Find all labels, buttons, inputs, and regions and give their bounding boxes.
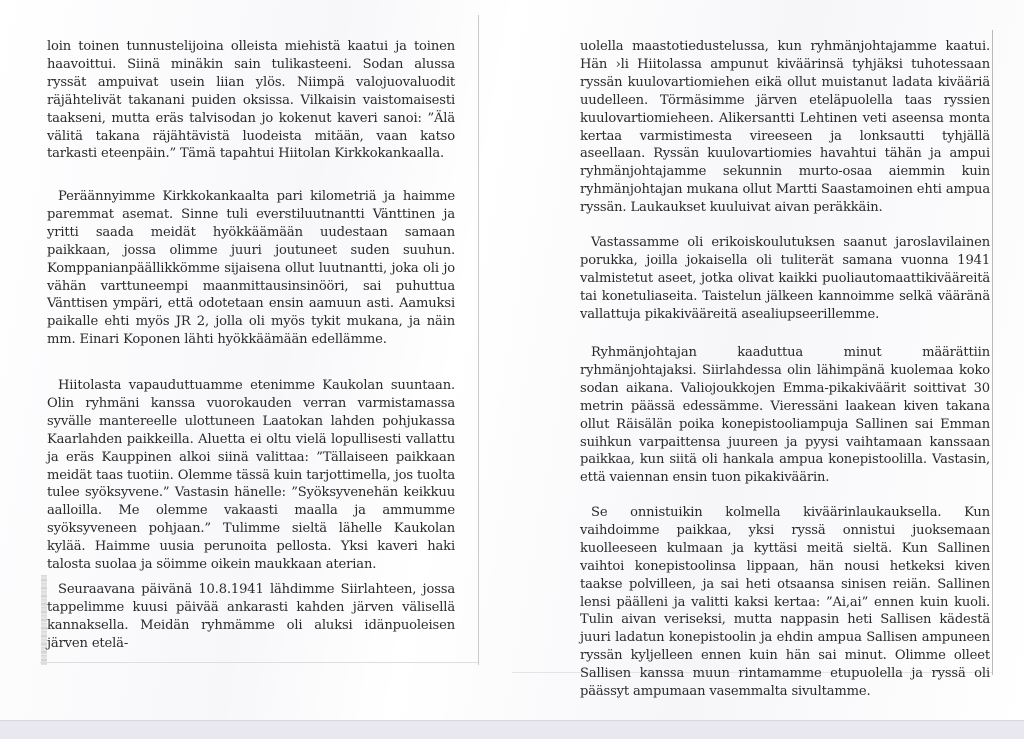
left-page-text	[47, 38, 455, 658]
paragraph: Vastassamme oli erikoiskoulutuksen saanut jaroslavilainen porukka, joilla jokaisella oli tuliterät samana vuonna 1941 valmistetut aseet, jotka olivat kaikki puoliautomaattikivääreitä tai konetuliaseita. Taistelun jälkeen kannoimme selkä vääränä vallattuja pikakivääreitä asealiupseerillemme.	[580, 235, 990, 322]
paragraph: loin toinen tunnustelijoina olleista miehistä kaatui ja toinen haavoittui. Siinä minäkin sain tulikasteeni. Sodan alussa ryssät ampuivat usein liian ylös. Niimpä valojuovaluodit räjähtelivät takanani puiden oksissa. Vilkaisin vaistomaisesti taakseni, mutta eräs talvisodan jo kokenut kaveri sanoi: ”Älä välitä takana räjähtävistä luodeista mitään, vaan katso tarkasti eteenpäin.” Tämä tapahtui Hiitolan Kirkkokankaalla.	[47, 39, 455, 162]
scanner-bed-edge	[0, 720, 1024, 739]
paragraph: Seuraavana päivänä 10.8.1941 lähdimme Siirlahteen, jossa tappelimme kuusi päivää ankarasti kahden järven välisellä kannaksella. Meidän ryhmämme oli aluksi idänpuoleisen järven etelä-	[47, 582, 455, 651]
right-page-text	[580, 38, 990, 700]
paragraph: Hiitolasta vapauduttuamme etenimme Kaukolan suuntaan. Olin ryhmäni kanssa vuorokauden verran varmistamassa syvälle mantereelle ulottuneen Laatokan lahden pohjukassa Kaarlahden paikkeilla. Aluetta ei oltu vielä lopullisesti vallattu ja eräs Kauppinen alkoi siinä valittaa: ”Tällaiseen paikkaan meidät taas tuotiin. Olemme tässä kuin tarjottimella, jos tuolta tulee syöksyvene.” Vastasin hänelle: ”Syöksyvenehän keikkuu aalloilla. Me olemme vakaasti maalla ja ammumme syöksyveneen pohjaan.” Tulimme sieltä lähelle Kaukolan kylää. Haimme uusia perunoita pellosta. Yksi kaveri haki talosta suolaa ja söimme oikein maukkaan aterian.	[47, 378, 455, 573]
left-page-bottom-edge	[40, 662, 478, 663]
right-page-edge	[992, 30, 993, 675]
paragraph: uolella maastotiedustelussa, kun ryhmänjohtajamme kaatui. Hän ›li Hiitolassa ampunut kiväärinsä tyhjäksi tuhotessaan ryssän kuulovartiomiehen eikä ollut muistanut ladata kivääriä uudelleen. Törmäsimme järven eteläpuolella taas ryssien kuulovartiomieheen. Alikersantti Lehtinen veti aseensa monta kertaa varmistimesta vireeseen ja lonksautti tyhjällä aseellaan. Ryssän kuulovartiomies havahtui tähän ja ampui ryhmänjohtajamme sekunnin murto-osaa aiemmin kuin ryhmänjohtajan mukana ollut Martti Saastamoinen ehti ampua ryssän. Laukaukset kuuluivat aivan peräkkäin.	[580, 39, 990, 216]
paragraph: Se onnistuikin kolmella kiväärinlaukauksella. Kun vaihdoimme paikkaa, yksi ryssä onnistui juoksemaan kuolleeseen kulmaan ja kyttäsi meitä sieltä. Kun Sallinen vaihtoi konepistoolinsa lippaan, hän nousi hetkeksi kiven taakse polvilleen, ja sai heti otsaansa sinisen reiän. Sallinen lensi päälleni ja valitti kaksi kertaa: ”Ai,ai” ennen kuin kuoli. Tulin aivan veriseksi, mutta nappasin heti Sallisen kädestä juuri ladatun konepistoolin ja ehdin ampua Sallisen ampuneen ryssän kyljelleen ennen kuin hän sai minut. Olimme olleet Sallisen kanssa muun rintamamme etupuolella ja ryssä oli päässyt ampumaan vasemmalta sivultamme.	[580, 505, 990, 700]
paragraph: Peräännyimme Kirkkokankaalta pari kilometriä ja haimme paremmat asemat. Sinne tuli everstiluutnantti Vänttinen ja yritti saada meidät hyökkäämään uudestaan samaan paikkaan, jossa olimme juuri joutuneet suden suuhun. Komppanianpäällikkömme sijaisena ollut luutnantti, joka oli jo vähän varttuneempi maanmittausinsinööri, sai puhuttua Vänttisen ympäri, että odotetaan ensin aamuun asti. Aamuksi paikalle ehti myös JR 2, jolla oli myös tykit mukana, ja näin mm. Einari Koponen lähti hyökkäämään edellämme.	[47, 189, 455, 348]
paragraph: Ryhmänjohtajan kaaduttua minut määrättiin ryhmänjohtajaksi. Siirlahdessa olin lähimpänä kuolemaa koko sodan aikana. Valiojoukkojen Emma-pikakiväärit soittivat 30 metrin päässä edessämme. Vieressäni laakean kiven takana ollut Räisälän poika konepistooliampuja Sallinen sai Emman suihkun varpaittensa juureen ja pyysi vaihtamaan kanssaan paikkaa, kun siitä oli hankala ampua konepistoolilla. Vastasin, että vaiennan ensin tuon pikakiväärin.	[580, 345, 990, 486]
left-page-edge	[478, 15, 479, 665]
